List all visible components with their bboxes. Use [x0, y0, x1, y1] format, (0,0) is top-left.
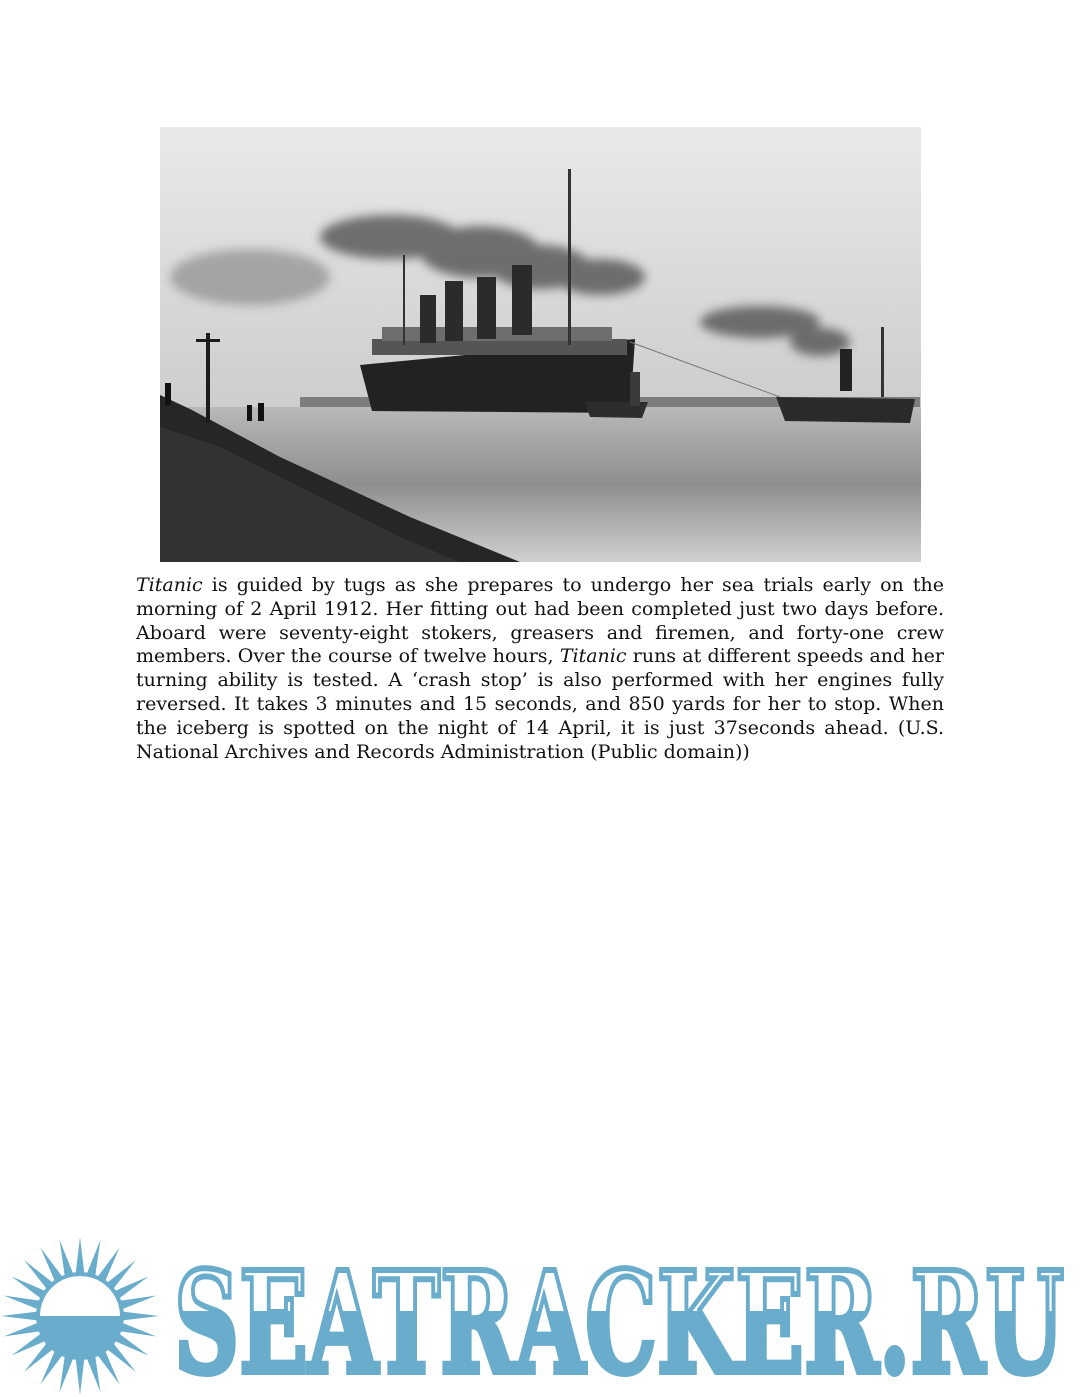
- sun-ray: [1, 1311, 40, 1320]
- titanic-photo: [160, 127, 921, 562]
- svg-text:SEATRACKER.RU: SEATRACKER.RU: [174, 1250, 1064, 1390]
- sun-ray: [75, 1237, 84, 1276]
- seatracker-watermark: [0, 1236, 1080, 1397]
- ship-name-italic-2: Titanic: [559, 645, 627, 668]
- sun-icon: [0, 1236, 160, 1396]
- caption-text-2: runs at different speeds and her turning ability is tested. A ‘crash stop’ is also performed with her engines fully reversed. It takes 3 minutes and 15 seconds, and 850 yards for her to stop. When the iceberg is spotted on the night of 14 April, it is just 37seconds ahead. (U.S. National Archives and Records Administration (Public domain)): [136, 645, 945, 763]
- caption-text-1: is guided by tugs as she prepares to undergo her sea trials early on the morning of 2 April 1912. Her fitting out had been completed just two days before. Aboard were seventy-eight stokers, greasers and firemen, and forty-one crew members. Over the course of twelve hours,: [136, 574, 944, 668]
- watermark-text: [174, 1250, 1070, 1390]
- sun-ray: [120, 1311, 159, 1320]
- ship-name-italic: Titanic: [136, 574, 203, 596]
- photo-caption: [136, 574, 944, 764]
- sun-ray: [75, 1356, 84, 1395]
